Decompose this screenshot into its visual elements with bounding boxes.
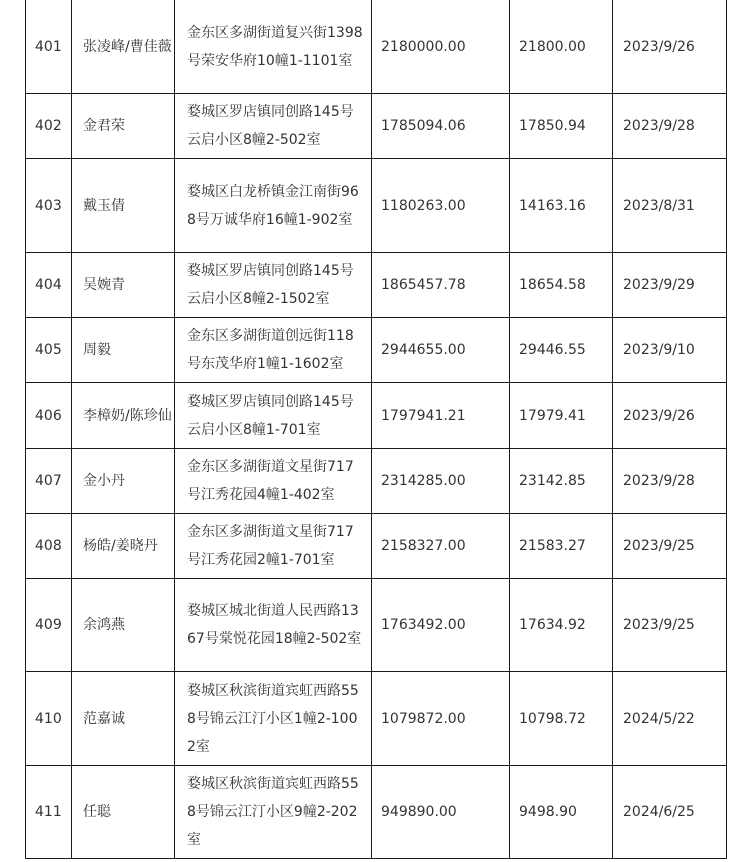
fee-amount: 14163.16 bbox=[510, 159, 613, 253]
buyer-name: 金小丹 bbox=[72, 449, 175, 514]
property-address: 金东区多湖街道文星街717号江秀花园4幢1-402室 bbox=[175, 449, 372, 514]
table-row bbox=[26, 766, 727, 859]
property-address: 婺城区罗店镇同创路145号云启小区8幢2-1502室 bbox=[175, 253, 372, 318]
transaction-amount: 2944655.00 bbox=[372, 318, 510, 383]
transaction-amount: 1180263.00 bbox=[372, 159, 510, 253]
row-number: 409 bbox=[26, 579, 72, 672]
row-number: 410 bbox=[26, 672, 72, 766]
transaction-amount: 1865457.78 bbox=[372, 253, 510, 318]
property-address: 金东区多湖街道复兴街1398号荣安华府10幢1-1101室 bbox=[175, 0, 372, 94]
property-address: 婺城区罗店镇同创路145号云启小区8幢1-701室 bbox=[175, 383, 372, 449]
table-row bbox=[26, 514, 727, 579]
property-address: 金东区多湖街道创远街118号东茂华府1幢1-1602室 bbox=[175, 318, 372, 383]
row-number: 405 bbox=[26, 318, 72, 383]
property-address: 婺城区白龙桥镇金江南街968号万诚华府16幢1-902室 bbox=[175, 159, 372, 253]
transaction-amount: 1785094.06 bbox=[372, 94, 510, 159]
fee-amount: 10798.72 bbox=[510, 672, 613, 766]
property-address: 婺城区秋滨街道宾虹西路558号锦云江汀小区1幢2-1002室 bbox=[175, 672, 372, 766]
transaction-date: 2023/9/28 bbox=[613, 94, 727, 159]
table-row bbox=[26, 672, 727, 766]
buyer-name: 张凌峰/曹佳薇 bbox=[72, 0, 175, 94]
row-number: 404 bbox=[26, 253, 72, 318]
table-row bbox=[26, 253, 727, 318]
transaction-amount: 2314285.00 bbox=[372, 449, 510, 514]
row-number: 406 bbox=[26, 383, 72, 449]
transaction-date: 2023/8/31 bbox=[613, 159, 727, 253]
table-row bbox=[26, 449, 727, 514]
row-number: 408 bbox=[26, 514, 72, 579]
transaction-date: 2024/5/22 bbox=[613, 672, 727, 766]
fee-amount: 23142.85 bbox=[510, 449, 613, 514]
row-number: 411 bbox=[26, 766, 72, 859]
table-row bbox=[26, 383, 727, 449]
fee-amount: 17850.94 bbox=[510, 94, 613, 159]
buyer-name: 戴玉倩 bbox=[72, 159, 175, 253]
table-row bbox=[26, 94, 727, 159]
buyer-name: 杨皓/姜晓丹 bbox=[72, 514, 175, 579]
fee-amount: 29446.55 bbox=[510, 318, 613, 383]
transaction-date: 2024/6/25 bbox=[613, 766, 727, 859]
transaction-table bbox=[25, 0, 727, 859]
transaction-amount: 949890.00 bbox=[372, 766, 510, 859]
transaction-amount: 1763492.00 bbox=[372, 579, 510, 672]
transaction-amount: 1797941.21 bbox=[372, 383, 510, 449]
transaction-date: 2023/9/25 bbox=[613, 514, 727, 579]
buyer-name: 范嘉诚 bbox=[72, 672, 175, 766]
transaction-date: 2023/9/29 bbox=[613, 253, 727, 318]
transaction-date: 2023/9/26 bbox=[613, 383, 727, 449]
transaction-date: 2023/9/10 bbox=[613, 318, 727, 383]
table-row bbox=[26, 579, 727, 672]
fee-amount: 17979.41 bbox=[510, 383, 613, 449]
row-number: 402 bbox=[26, 94, 72, 159]
buyer-name: 金君荣 bbox=[72, 94, 175, 159]
fee-amount: 18654.58 bbox=[510, 253, 613, 318]
transaction-amount: 1079872.00 bbox=[372, 672, 510, 766]
transaction-date: 2023/9/28 bbox=[613, 449, 727, 514]
property-address: 婺城区城北街道人民西路1367号棠悦花园18幢2-502室 bbox=[175, 579, 372, 672]
buyer-name: 任聪 bbox=[72, 766, 175, 859]
buyer-name: 吴婉青 bbox=[72, 253, 175, 318]
property-address: 婺城区罗店镇同创路145号云启小区8幢2-502室 bbox=[175, 94, 372, 159]
fee-amount: 21583.27 bbox=[510, 514, 613, 579]
fee-amount: 17634.92 bbox=[510, 579, 613, 672]
row-number: 403 bbox=[26, 159, 72, 253]
fee-amount: 21800.00 bbox=[510, 0, 613, 94]
transaction-amount: 2158327.00 bbox=[372, 514, 510, 579]
fee-amount: 9498.90 bbox=[510, 766, 613, 859]
table-row bbox=[26, 318, 727, 383]
buyer-name: 余鸿燕 bbox=[72, 579, 175, 672]
transaction-date: 2023/9/26 bbox=[613, 0, 727, 94]
property-address: 婺城区秋滨街道宾虹西路558号锦云江汀小区9幢2-202室 bbox=[175, 766, 372, 859]
table-row bbox=[26, 159, 727, 253]
transaction-date: 2023/9/25 bbox=[613, 579, 727, 672]
property-address: 金东区多湖街道文星街717号江秀花园2幢1-701室 bbox=[175, 514, 372, 579]
buyer-name: 李樟奶/陈珍仙 bbox=[72, 383, 175, 449]
buyer-name: 周毅 bbox=[72, 318, 175, 383]
row-number: 407 bbox=[26, 449, 72, 514]
row-number: 401 bbox=[26, 0, 72, 94]
transaction-amount: 2180000.00 bbox=[372, 0, 510, 94]
table-row bbox=[26, 0, 727, 94]
